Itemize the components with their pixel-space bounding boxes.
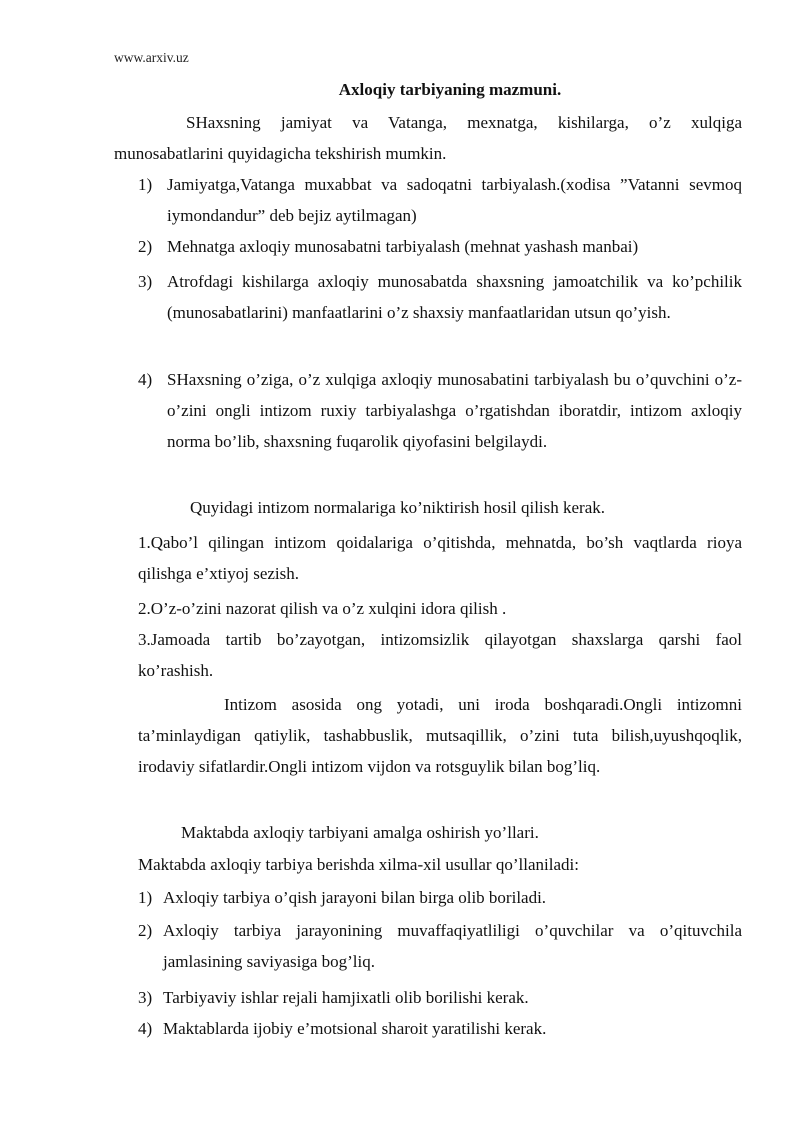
intro-paragraph: SHaxsning jamiyat va Vatanga, mexnatga, kishilarga, o’z xulqiga munosabatlarini quyidagicha tekshirish mumkin. — [114, 113, 742, 163]
page-title — [0, 80, 800, 100]
list2-number: 4) — [138, 1019, 153, 1038]
list1-number: 3) — [138, 272, 153, 291]
norm-item: 3.Jamoada tartib bo’zayotgan, intizomsizlik qilayotgan shaxslarga qarshi faol ko’rashish. — [138, 630, 742, 680]
norms-heading: Quyidagi intizom normalariga ko’niktirish hosil qilish kerak. — [190, 498, 606, 517]
norm-item: 1.Qabo’l qilingan intizom qoidalariga o’qitishda, mehnatda, bo’sh vaqtlarda rioya qilishga e’xtiyoj sezish. — [138, 533, 742, 583]
list1-number: 1) — [138, 175, 153, 194]
list2-number: 3) — [138, 988, 153, 1007]
list2-item: Maktablarda ijobiy e’motsional sharoit yaratilishi kerak. — [163, 1019, 547, 1038]
list1-number: 4) — [138, 370, 153, 389]
discipline-paragraph: Intizom asosida ong yotadi, uni iroda boshqaradi.Ongli intizomni ta’minlaydigan qatiylik, tashabbuslik, mutsaqillik, o’zini tuta bilish,uyushqoqlik, irodaviy sifatlardir.Ongli intizom vijdon va rotsguylik bilan bog’liq. — [138, 695, 742, 776]
list1-item: Jamiyatga,Vatanga muxabbat va sadoqatni tarbiyalash.(xodisa ”Vatanni sevmoq iymondandur” deb bejiz aytilmagan) — [167, 175, 742, 225]
list2-item: Axloqiy tarbiya o’qish jarayoni bilan birga olib boriladi. — [163, 888, 547, 907]
list2-item: Tarbiyaviy ishlar rejali hamjixatli olib borilishi kerak. — [163, 988, 529, 1007]
list1-item: Atrofdagi kishilarga axloqiy munosabatda shaxsning jamoatchilik va ko’pchilik (munosabatlarini) manfaatlarini o’z shaxsiy manfaatlaridan utsun qo’yish. — [167, 272, 742, 322]
site-url: www.arxiv.uz — [114, 50, 189, 65]
list1-item: Mehnatga axloqiy munosabatni tarbiyalash (mehnat yashash manbai) — [167, 237, 639, 256]
school-intro: Maktabda axloqiy tarbiya berishda xilma-xil usullar qo’llaniladi: — [138, 855, 579, 874]
list1-item: SHaxsning o’ziga, o’z xulqiga axloqiy munosabatini tarbiyalash bu o’quvchini o’z-o’zini ongli intizom ruxiy tarbiyalashga o’rgatishdan iboratdir, intizom axloqiy norma bo’lib, shaxsning fuqarolik qiyofasini belgilaydi. — [167, 370, 742, 451]
list2-number: 2) — [138, 921, 153, 940]
list2-item: Axloqiy tarbiya jarayonining muvaffaqiyatliligi o’quvchilar va o’qituvchila jamlasining saviyasiga bog’liq. — [163, 921, 742, 971]
list2-number: 1) — [138, 888, 153, 907]
list1-number: 2) — [138, 237, 153, 256]
school-heading: Maktabda axloqiy tarbiyani amalga oshirish yo’llari. — [181, 823, 539, 842]
norm-item: 2.O’z-o’zini nazorat qilish va o’z xulqini idora qilish . — [138, 599, 507, 618]
title-text: Axloqiy tarbiyaning mazmuni. — [338, 80, 562, 99]
